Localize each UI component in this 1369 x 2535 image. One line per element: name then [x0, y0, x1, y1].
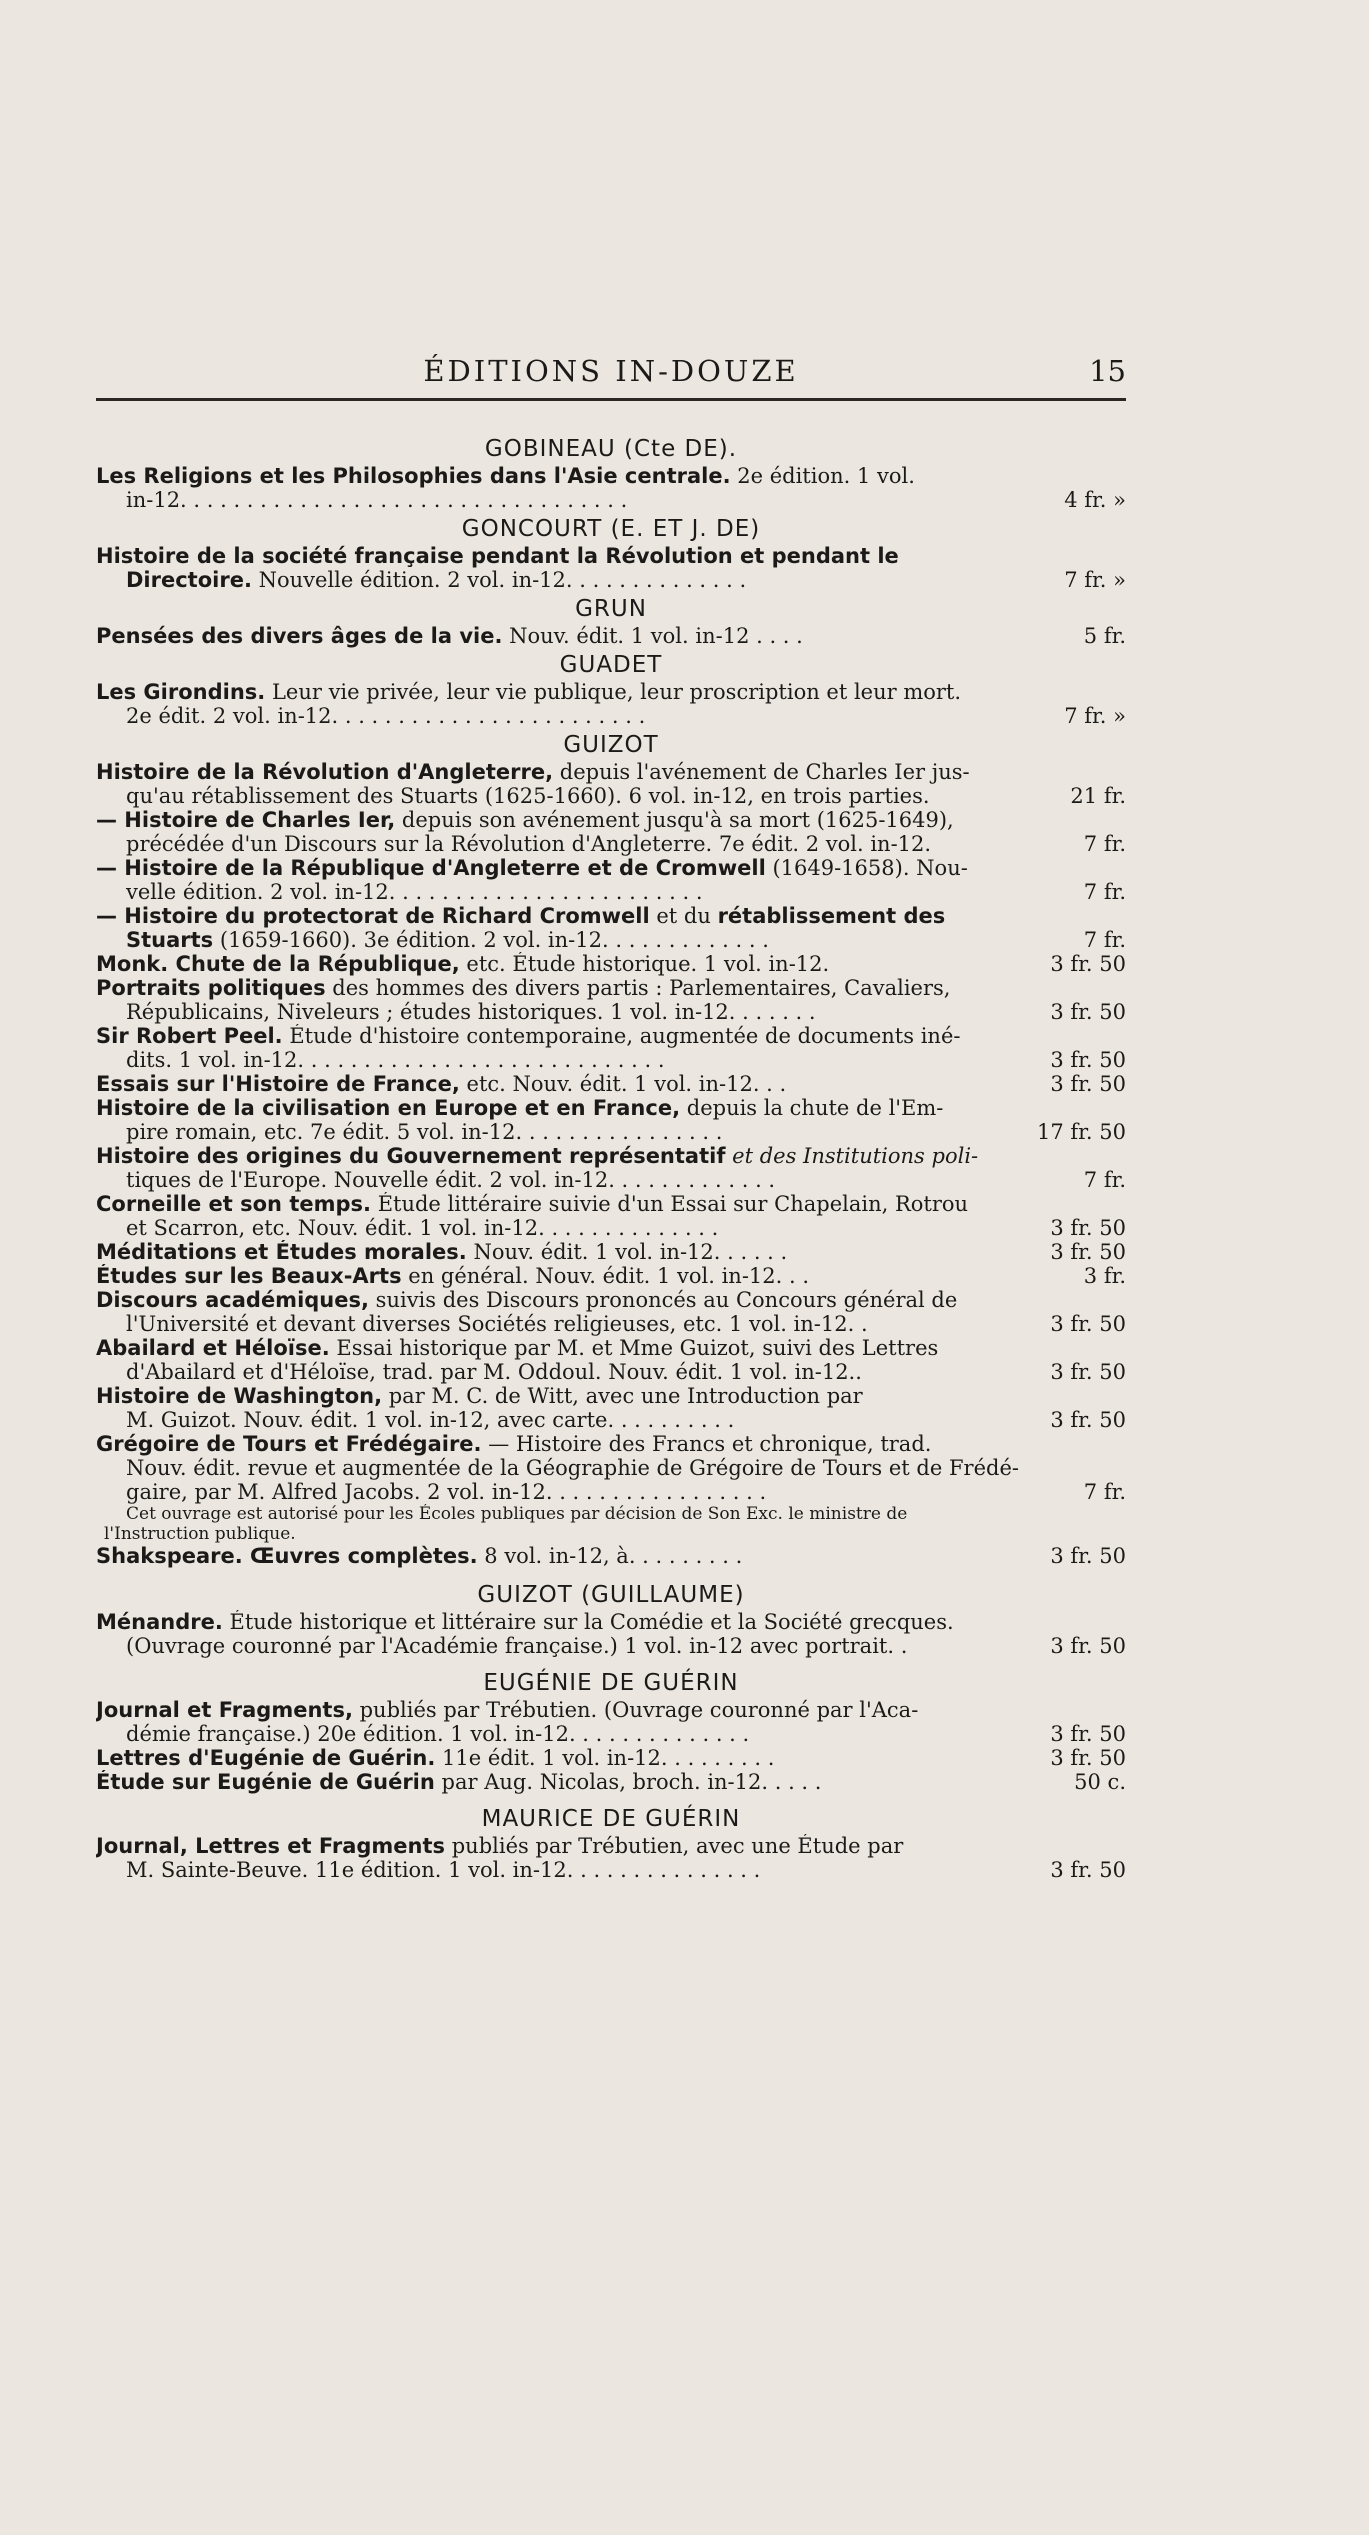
- author-heading: GONCOURT (E. ET J. DE): [461, 516, 761, 542]
- catalog-entry: [96, 808, 1126, 856]
- entry-title: Grégoire de Tours et Frédégaire.: [96, 1432, 482, 1456]
- entry-title: Histoire de la Révolution d'Angleterre,: [96, 760, 554, 784]
- entry-price: 7 fr.: [1083, 832, 1126, 856]
- entry-text: 8 vol. in-12, à. . . . . . . . .: [484, 1544, 743, 1568]
- entry-text: 2e édition. 1 vol.: [737, 464, 915, 488]
- entry-text: pire romain, etc. 7e édit. 5 vol. in-12. . . . . . . . . . . . . . . .: [126, 1120, 723, 1144]
- entry-title: Journal et Fragments,: [96, 1698, 353, 1722]
- catalog-entry: [96, 1264, 1126, 1288]
- entry-title: — Histoire de la République d'Angleterre et de Cromwell: [96, 856, 766, 880]
- entry-title: Discours académiques,: [96, 1288, 369, 1312]
- entry-price: 3 fr. 50: [1050, 1858, 1126, 1882]
- entry-note: l'Instruction publique.: [104, 1524, 296, 1544]
- entry-text: précédée d'un Discours sur la Révolution d'Angleterre. 7e édit. 2 vol. in-12.: [126, 832, 932, 856]
- entry-title: Pensées des divers âges de la vie.: [96, 624, 503, 648]
- catalog-entry: [96, 1024, 1126, 1072]
- entry-price: 21 fr.: [1070, 784, 1126, 808]
- entry-text: démie française.) 20e édition. 1 vol. in-12. . . . . . . . . . . . . .: [126, 1722, 750, 1746]
- catalog-entry: [96, 1336, 1126, 1384]
- author-heading: MAURICE DE GUÉRIN: [481, 1806, 741, 1832]
- entry-price: 3 fr. 50: [1050, 1000, 1126, 1024]
- catalog-entry: [96, 1144, 1126, 1192]
- entry-title: Abailard et Héloïse.: [96, 1336, 330, 1360]
- entry-text: Étude d'histoire contemporaine, augmentée de documents iné-: [289, 1024, 961, 1048]
- entry-price: 3 fr. 50: [1050, 1634, 1126, 1658]
- entry-text: et des Institutions poli-: [732, 1144, 979, 1168]
- entry-title: Portraits politiques: [96, 976, 326, 1000]
- entry-text: dits. 1 vol. in-12. . . . . . . . . . . . . . . . . . . . . . . . . . . .: [126, 1048, 665, 1072]
- catalog-entry: [96, 1240, 1126, 1264]
- entry-price: 7 fr.: [1083, 1480, 1126, 1504]
- entry-text: (Ouvrage couronné par l'Académie française.) 1 vol. in-12 avec portrait. .: [126, 1634, 908, 1658]
- entry-text: gaire, par M. Alfred Jacobs. 2 vol. in-12. . . . . . . . . . . . . . . . .: [126, 1480, 767, 1504]
- entry-title: Méditations et Études morales.: [96, 1240, 467, 1264]
- catalog-entry: [96, 624, 1126, 648]
- entry-text: M. Guizot. Nouv. édit. 1 vol. in-12, avec carte. . . . . . . . . .: [126, 1408, 735, 1432]
- author-heading: GUADET: [559, 652, 663, 678]
- catalog-entry: [96, 544, 1126, 592]
- entry-price: 7 fr.: [1083, 1168, 1126, 1192]
- catalog-entry: [96, 1544, 1126, 1568]
- entry-title: Les Girondins.: [96, 680, 266, 704]
- entry-title: — Histoire du protectorat de Richard Cromwell: [96, 904, 650, 928]
- entry-text: Républicains, Niveleurs ; études historiques. 1 vol. in-12. . . . . . .: [126, 1000, 816, 1024]
- entry-text: des hommes des divers partis : Parlementaires, Cavaliers,: [332, 976, 951, 1000]
- entry-text: (1649-1658). Nou-: [772, 856, 968, 880]
- entry-title: Lettres d'Eugénie de Guérin.: [96, 1746, 436, 1770]
- entry-text: etc. Étude historique. 1 vol. in-12.: [466, 952, 830, 976]
- entry-price: 4 fr. »: [1064, 488, 1126, 512]
- catalog-entry: [96, 976, 1126, 1024]
- catalog-entry: [96, 1834, 1126, 1882]
- entry-title: Monk. Chute de la République,: [96, 952, 460, 976]
- catalog-entry: [96, 952, 1126, 976]
- entry-text: tiques de l'Europe. Nouvelle édit. 2 vol. in-12. . . . . . . . . . . . .: [126, 1168, 776, 1192]
- catalog-entry: [96, 904, 1126, 952]
- entry-price: 7 fr. »: [1064, 704, 1126, 728]
- entry-title: Histoire de Washington,: [96, 1384, 383, 1408]
- entry-price: 7 fr.: [1083, 928, 1126, 952]
- entry-title: Étude sur Eugénie de Guérin: [96, 1770, 435, 1794]
- entry-title: — Histoire de Charles Ier,: [96, 808, 396, 832]
- entry-text: publiés par Trébutien. (Ouvrage couronné par l'Aca-: [359, 1698, 919, 1722]
- catalog-entry: [96, 464, 1126, 512]
- entry-text: Leur vie privée, leur vie publique, leur proscription et leur mort.: [271, 680, 962, 704]
- entry-text: depuis l'avénement de Charles Ier jus-: [559, 760, 970, 784]
- entry-price: 3 fr. 50: [1050, 1216, 1126, 1240]
- entry-title: Histoire des origines du Gouvernement représentatif: [96, 1144, 726, 1168]
- catalog-entry: [96, 1192, 1126, 1240]
- entry-text: Nouv. édit. 1 vol. in-12 . . . .: [509, 624, 803, 648]
- author-heading: GRUN: [575, 596, 647, 622]
- header-rule: [96, 398, 1126, 401]
- catalog-entry: [96, 760, 1126, 808]
- entry-price: 3 fr. 50: [1050, 1722, 1126, 1746]
- entry-title: Sir Robert Peel.: [96, 1024, 283, 1048]
- entry-text: 2e édit. 2 vol. in-12. . . . . . . . . . . . . . . . . . . . . . . .: [126, 704, 646, 728]
- entry-text: — Histoire des Francs et chronique, trad.: [488, 1432, 932, 1456]
- entry-title: Histoire de la civilisation en Europe et en France,: [96, 1096, 681, 1120]
- entry-title: Journal, Lettres et Fragments: [96, 1834, 446, 1858]
- author-heading: GUIZOT: [563, 732, 659, 758]
- entry-text: Nouv. édit. revue et augmentée de la Géographie de Grégoire de Tours et de Frédé-: [126, 1456, 1019, 1480]
- catalog-entry: [96, 1096, 1126, 1144]
- catalog-entry: [96, 680, 1126, 728]
- entry-price: 3 fr.: [1083, 1264, 1126, 1288]
- entry-price: 7 fr. »: [1064, 568, 1126, 592]
- entry-text: Nouv. édit. 1 vol. in-12. . . . . .: [473, 1240, 788, 1264]
- entry-price: 3 fr. 50: [1050, 1408, 1126, 1432]
- entry-text: et du: [656, 904, 711, 928]
- entry-text: par Aug. Nicolas, broch. in-12. . . . .: [441, 1770, 822, 1794]
- entry-text: etc. Nouv. édit. 1 vol. in-12. . .: [466, 1072, 787, 1096]
- entry-title: Shakspeare. Œuvres complètes.: [96, 1544, 478, 1568]
- author-heading: GOBINEAU (Cte DE).: [484, 436, 738, 462]
- entry-price: 3 fr. 50: [1050, 1072, 1126, 1096]
- entry-price: 3 fr. 50: [1050, 1746, 1126, 1770]
- author-heading: GUIZOT (GUILLAUME): [477, 1582, 745, 1608]
- page-title: ÉDITIONS IN-DOUZE: [423, 354, 799, 388]
- entry-title: Corneille et son temps.: [96, 1192, 371, 1216]
- author-heading: EUGÉNIE DE GUÉRIN: [483, 1670, 739, 1696]
- entry-price: 3 fr. 50: [1050, 1048, 1126, 1072]
- entry-title: Stuarts: [126, 928, 214, 952]
- entry-text: Étude historique et littéraire sur la Comédie et la Société grecques.: [229, 1610, 954, 1634]
- entry-title: Directoire.: [126, 568, 252, 592]
- entry-text: in-12. . . . . . . . . . . . . . . . . . . . . . . . . . . . . . . . . .: [126, 488, 628, 512]
- entry-text: et Scarron, etc. Nouv. édit. 1 vol. in-12. . . . . . . . . . . . . .: [126, 1216, 719, 1240]
- entry-text: Étude littéraire suivie d'un Essai sur Chapelain, Rotrou: [377, 1192, 969, 1216]
- entry-price: 17 fr. 50: [1037, 1120, 1126, 1144]
- catalog-entry: [96, 1288, 1126, 1336]
- catalog-entry: [96, 1610, 1126, 1658]
- catalog-entry: [96, 1072, 1126, 1096]
- page-number: 15: [1089, 354, 1126, 388]
- entry-price: 7 fr.: [1083, 880, 1126, 904]
- entry-title: rétablissement des: [717, 904, 946, 928]
- catalog-entry: [96, 1384, 1126, 1432]
- entry-text: d'Abailard et d'Héloïse, trad. par M. Oddoul. Nouv. édit. 1 vol. in-12..: [126, 1360, 862, 1384]
- entry-price: 3 fr. 50: [1050, 952, 1126, 976]
- entry-price: 3 fr. 50: [1050, 1312, 1126, 1336]
- entry-text: depuis son avénement jusqu'à sa mort (1625-1649),: [401, 808, 954, 832]
- entry-text: en général. Nouv. édit. 1 vol. in-12. . .: [408, 1264, 810, 1288]
- entry-note: Cet ouvrage est autorisé pour les Écoles publiques par décision de Son Exc. le ministre de: [126, 1504, 908, 1524]
- entry-text: Nouvelle édition. 2 vol. in-12. . . . . . . . . . . . . .: [258, 568, 747, 592]
- entry-title: Ménandre.: [96, 1610, 223, 1634]
- entry-title: Histoire de la société française pendant la Révolution et pendant le: [96, 544, 899, 568]
- entry-price: 3 fr. 50: [1050, 1240, 1126, 1264]
- entry-text: l'Université et devant diverses Sociétés religieuses, etc. 1 vol. in-12. .: [126, 1312, 868, 1336]
- entry-price: 3 fr. 50: [1050, 1544, 1126, 1568]
- entry-text: Essai historique par M. et Mme Guizot, suivi des Lettres: [336, 1336, 939, 1360]
- entry-title: Essais sur l'Histoire de France,: [96, 1072, 460, 1096]
- entry-text: publiés par Trébutien, avec une Étude par: [451, 1834, 904, 1858]
- catalog-entry: [96, 856, 1126, 904]
- entry-price: 5 fr.: [1083, 624, 1126, 648]
- entry-text: par M. C. de Witt, avec une Introduction par: [388, 1384, 863, 1408]
- entry-text: suivis des Discours prononcés au Concours général de: [375, 1288, 958, 1312]
- catalog-entry: [96, 1432, 1126, 1544]
- catalog-entry: [96, 1746, 1126, 1770]
- catalog-entry: [96, 1770, 1126, 1794]
- entry-text: (1659-1660). 3e édition. 2 vol. in-12. . . . . . . . . . . . .: [219, 928, 769, 952]
- entry-price: 3 fr. 50: [1050, 1360, 1126, 1384]
- entry-text: 11e édit. 1 vol. in-12. . . . . . . . .: [442, 1746, 775, 1770]
- catalog-entry: [96, 1698, 1126, 1746]
- entry-text: depuis la chute de l'Em-: [686, 1096, 944, 1120]
- entry-title: Études sur les Beaux-Arts: [96, 1264, 402, 1288]
- page-header: [96, 350, 1126, 396]
- entry-text: qu'au rétablissement des Stuarts (1625-1660). 6 vol. in-12, en trois parties.: [126, 784, 930, 808]
- entry-price: 50 c.: [1074, 1770, 1126, 1794]
- catalog-content: [96, 432, 1126, 1882]
- entry-text: velle édition. 2 vol. in-12. . . . . . . . . . . . . . . . . . . . . . . .: [126, 880, 703, 904]
- entry-title: Les Religions et les Philosophies dans l'Asie centrale.: [96, 464, 731, 488]
- entry-text: M. Sainte-Beuve. 11e édition. 1 vol. in-12. . . . . . . . . . . . . . .: [126, 1858, 761, 1882]
